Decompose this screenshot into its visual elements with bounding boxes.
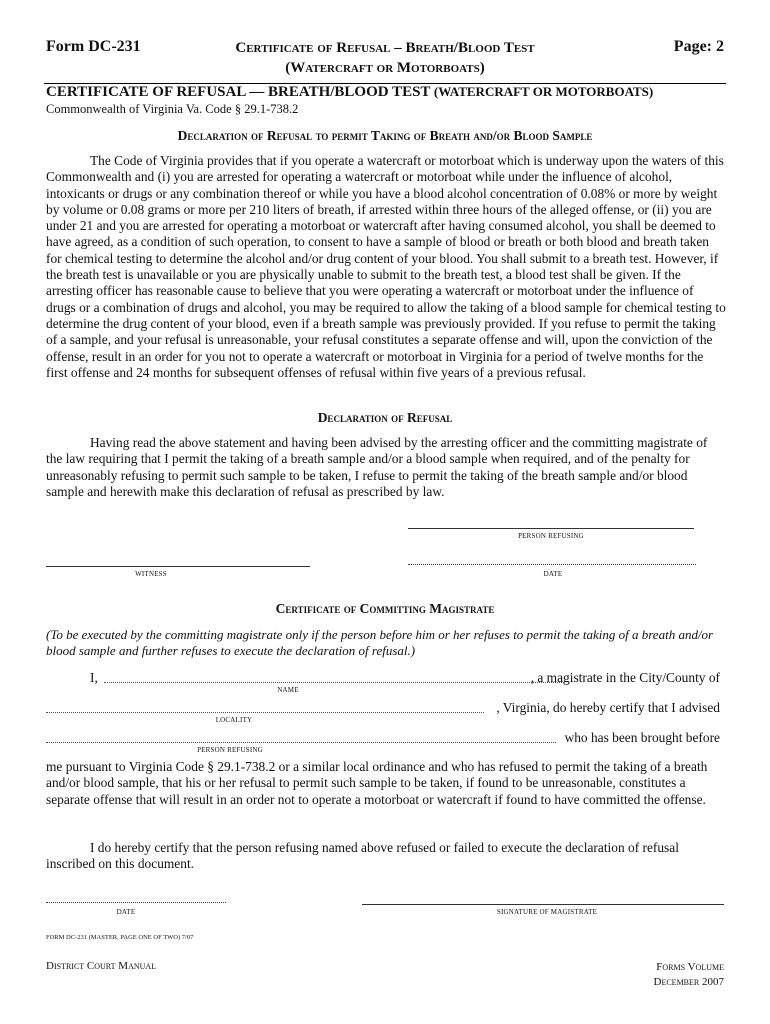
code-reference: Commonwealth of Virginia Va. Code § 29.1-738.2: [46, 102, 299, 116]
footer-manual: District Court Manual: [46, 960, 157, 972]
line1-suffix: , a magistrate in the City/County of: [530, 670, 720, 685]
magistrate-signature-caption: SIGNATURE OF MAGISTRATE: [496, 908, 598, 916]
main-title-sub: (WATERCRAFT OR MOTORBOATS): [433, 84, 654, 99]
header-title: [180, 38, 590, 78]
page-number: Page: 2: [673, 38, 724, 55]
locality-row: [46, 700, 726, 718]
person-refusing-caption: PERSON REFUSING: [518, 532, 584, 540]
magistrate-signature-line[interactable]: [362, 904, 724, 905]
footer-volume-line1: Forms Volume: [656, 961, 724, 973]
declaration-heading: Declaration of Refusal to permit Taking of Breath and/or Blood Sample: [177, 128, 593, 143]
magistrate-date-line[interactable]: [46, 902, 226, 903]
statute-paragraph: The Code of Virginia provides that if you operate a watercraft or motorboat which is underway upon the waters of this Commonwealth and (i) you are arrested for operating a watercraft or motorboat while under the influence of alcohol, intoxicants or drugs or any combination thereof or while you have a blood alcohol concentration of 0.08% or more by weight by volume or 0.08 grams or more per 210 liters of breath, if arrested within three hours of the alleged offense, or (ii) you are under 21 and you are arrested for operating a motorboat or watercraft after having consumed alcohol, you shall be deemed to have agreed, as a condition of such operation, to consent to have a sample of blood or breath or both blood and breath taken for chemical testing to determine the alcohol and/or drug content of your blood. You shall submit to a breath test. However, if the breath test is unavailable or you are physically unable to submit to the breath test, a blood test shall be given. If the arresting officer has reasonable cause to believe that you were operating a watercraft or motorboat under the influence of drugs or a combination of drugs and alcohol, you may be required to allow the taking of a blood sample for chemical testing to determine the drug content of your blood, even if a breath sample was previously provided. If you refuse to permit the taking of a sample, and your refusal is unreasonable, your refusal constitutes a separate offense and will, upon the conviction of the offense, result in an order for you not to operate a watercraft or motorboat in Virginia for a period of twelve months for the first offense and 24 months for subsequent offenses of refusal within five years of a previous refusal.: [46, 153, 726, 380]
person-refusing-caption-2: PERSON REFUSING: [197, 746, 263, 754]
person-refusing-row: [46, 730, 726, 748]
person-refusing-field[interactable]: [46, 742, 556, 743]
locality-caption: LOCALITY: [215, 716, 253, 724]
main-title-text: CERTIFICATE OF REFUSAL — BREATH/BLOOD TEST: [46, 84, 431, 100]
header-title-line2: (Watercraft or Motorboats): [285, 60, 485, 76]
witness-signature-line[interactable]: [46, 566, 310, 567]
locality-field[interactable]: [46, 712, 484, 713]
line2-suffix: , Virginia, do hereby certify that I advised: [496, 700, 720, 715]
form-id: Form DC-231: [46, 38, 141, 55]
form-footnote: FORM DC-231 (MASTER, PAGE ONE OF TWO) 7/07: [46, 934, 194, 941]
refusal-heading: Declaration of Refusal: [317, 410, 453, 425]
magistrate-heading: Certificate of Committing Magistrate: [275, 601, 495, 616]
footer-volume-line2: December 2007: [653, 976, 724, 988]
certify-paragraph: me pursuant to Virginia Code § 29.1-738.2 or a similar local ordinance and who has refused to permit the taking of a breath and/or blood sample, that his or her refusal to permit such sample to be taken, if found to be unreasonable, constitutes a separate offense that will result in an order not to operate a motorboat or watercraft if found to have committed the offense.: [46, 759, 708, 807]
refusal-date-caption: DATE: [543, 570, 563, 578]
main-title: [46, 84, 653, 101]
line1-prefix: I,: [90, 670, 98, 685]
line3-suffix: who has been brought before: [564, 730, 720, 745]
magistrate-date-caption: DATE: [116, 908, 136, 916]
refusal-paragraph: Having read the above statement and having been advised by the arresting officer and the committing magistrate of the law requiring that I permit the taking of a breath sample and/or a blood sample when required, and of the penalty for unreasonably refusing to permit such sample to be taken, I refuse to permit the taking of the breath sample and/or blood sample and herewith make this declaration of refusal as prescribed by law.: [46, 435, 708, 499]
final-paragraph: I do hereby certify that the person refusing named above refused or failed to execute the declaration of refusal inscribed on this document.: [46, 840, 679, 872]
person-refusing-signature-line[interactable]: [408, 528, 694, 529]
refusal-date-line[interactable]: [408, 564, 696, 565]
magistrate-name-field[interactable]: [104, 682, 564, 683]
witness-caption: WITNESS: [135, 570, 167, 578]
header-title-line1: Certificate of Refusal – Breath/Blood Test: [235, 40, 535, 56]
magistrate-instructions: (To be executed by the committing magistrate only if the person before him or her refuses to permit the taking of a breath and/or blood sample and further refuses to execute the declaration of refusal.): [46, 627, 714, 658]
footer-volume: [654, 960, 724, 990]
magistrate-name-row: [46, 670, 726, 688]
name-caption: NAME: [277, 686, 299, 694]
